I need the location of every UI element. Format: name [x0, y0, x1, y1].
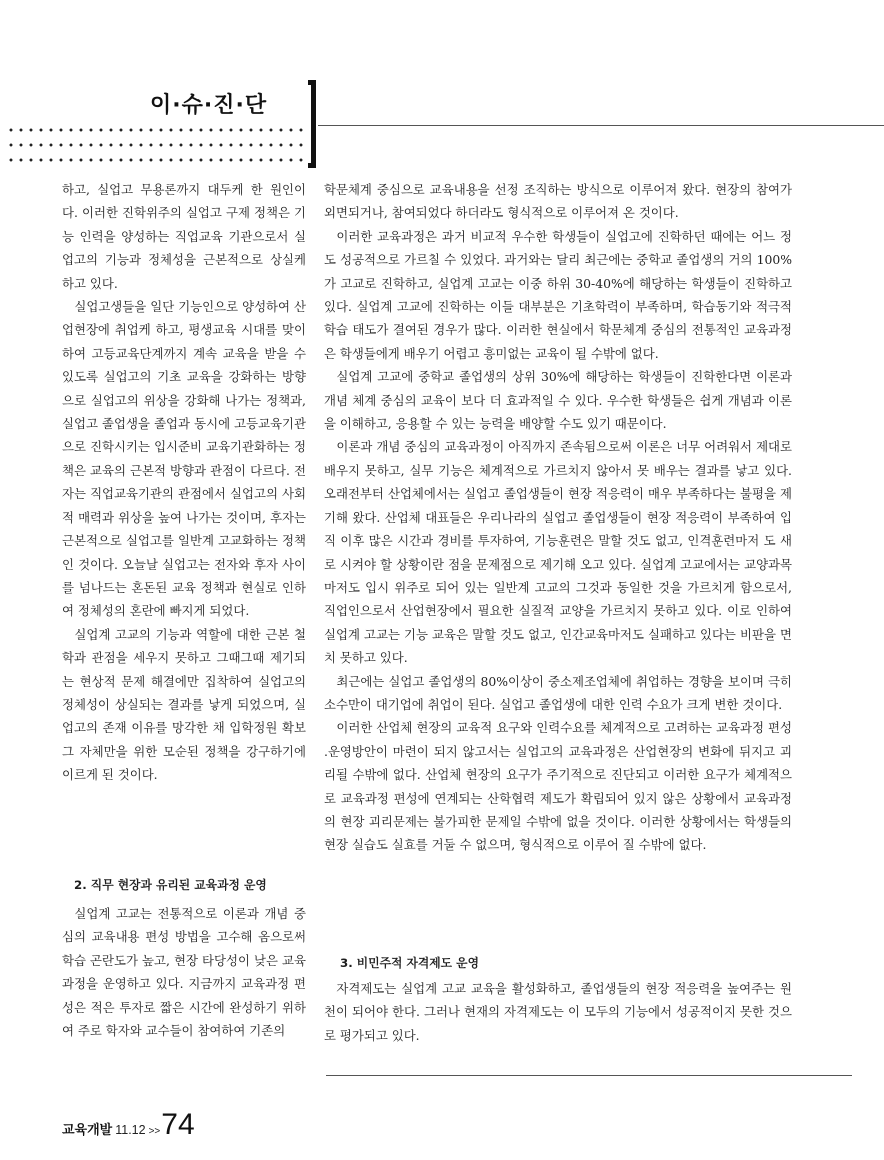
- bottom-rule: [326, 1075, 852, 1076]
- paragraph: 실업고생들을 일단 기능인으로 양성하여 산업현장에 취업케 하고, 평생교육 시대를 맞이하여 고등교육단계까지 계속 교육을 받을 수 있도록 실업고의 기초 교육을 강화하는 방향으로 실업고의 위상을 강화해 나가는 정책과, 실업고 졸업생을 졸업과 동시에 고등교육기관으로 진학시키는 입시준비 교육기관화하는 정책은 교육의 근본적 방향과 관점이 다르다. 전자는 직업교육기관의 관점에서 실업고의 사회적 매력과 위상을 높여 나가는 것이며, 후자는 근본적으로 실업고를 일반계 고교화하는 정책인 것이다. 오늘날 실업고는 전자와 후자 사이를 넘나드는 혼돈된 교육 정책과 현실로 인하여 정체성의 혼란에 빠지게 되었다.: [62, 299, 306, 619]
- paragraph: 하고, 실업고 무용론까지 대두케 한 원인이 다. 이러한 진학위주의 실업고 구제 정책은 기능 인력을 양성하는 직업교육 기관으로서 실업고의 기능과 정체성을 근본적으로 상실케 하고 있다.: [62, 182, 306, 291]
- section-heading: 2. 직무 현장과 유리된 교육과정 운영: [74, 878, 267, 892]
- paragraph: 실업계 고교는 전통적으로 이론과 개념 중심의 교육내용 편성 방법을 고수해 옴으로써 학습 곤란도가 높고, 현장 타당성이 낮은 교육과정을 운영하고 있다. 지금까지 교육과정 편성은 적은 투자로 짧은 시간에 완성하기 위하여 주로 학자와 교수들이 참여하여 기존의: [62, 906, 306, 1039]
- section-title: 이·슈·진·단: [150, 93, 268, 118]
- dotted-rule: [6, 158, 306, 162]
- left-column: [62, 178, 306, 787]
- page-number: 74: [161, 1108, 195, 1141]
- section-heading: 3. 비민주적 자격제도 운영: [340, 956, 479, 970]
- dotted-rule: [6, 128, 306, 132]
- paragraph: 이러한 교육과정은 과거 비교적 우수한 학생들이 실업고에 진학하던 때에는 어느 정도 성공적으로 가르칠 수 있었다. 과거와는 달리 최근에는 중학교 졸업생의 거의 100%가 고교로 진학하고, 실업계 고교는 이중 하위 30-40%에 해당하는 학생들이 진학하고 있다. 실업계 고교에 진학하는 이들 대부분은 기초학력이 부족하며, 학습동기와 적극적 학습 태도가 결여된 경우가 많다. 이러한 현실에서 학문체계 중심의 전통적인 교육과정은 학생들에게 배우기 어렵고 흥미없는 교육이 될 수밖에 없다.: [324, 228, 792, 361]
- left-column-continued: [62, 902, 306, 1042]
- page-footer: [62, 1108, 195, 1148]
- paragraph: 자격제도는 실업계 고교 교육을 활성화하고, 졸업생들의 현장 적응력을 높여주는 원천이 되어야 한다. 그러나 현재의 자격제도는 이 모두의 기능에서 성공적이지 못한 것으로 평가되고 있다.: [324, 981, 792, 1043]
- paragraph: 이러한 산업체 현장의 교육적 요구와 인력수요를 체계적으로 고려하는 교육과정 편성 .운영방안이 마련이 되지 않고서는 실업고의 교육과정은 산업현장의 변화에 뒤지고 괴리될 수밖에 없다. 산업체 현장의 요구가 주기적으로 진단되고 이러한 요구가 체계적으로 교육과정 편성에 연계되는 산학협력 제도가 확립되어 있지 않은 상황에서 교육과정의 현장 괴리문제는 불가피한 문제일 수밖에 없을 것이다. 이러한 상황에서는 학생들의 현장 실습도 실효를 거둘 수 없으며, 형식적으로 이루어 질 수밖에 없다.: [324, 720, 792, 853]
- paragraph: 학문체계 중심으로 교육내용을 선정 조직하는 방식으로 이루어져 왔다. 현장의 참여가 외면되거나, 참여되었다 하더라도 형식적으로 이루어져 온 것이다.: [324, 182, 792, 221]
- bracket-decoration: [308, 80, 316, 168]
- right-column: [324, 178, 792, 857]
- paragraph: 최근에는 실업고 졸업생의 80%이상이 중소제조업체에 취업하는 경향을 보이며 극히 소수만이 대기업에 취업이 된다. 실업고 졸업생에 대한 인력 수요가 크게 변한 것이다.: [324, 673, 792, 712]
- header-rule: [318, 125, 884, 126]
- dotted-rule: [6, 143, 306, 147]
- paragraph: 실업계 고교에 중학교 졸업생의 상위 30%에 해당하는 학생들이 진학한다면 이론과 개념 체계 중심의 교육이 보다 더 효과적일 수 있다. 우수한 학생들은 쉽게 개념과 이론을 이해하고, 응용할 수 있는 능력을 배양할 수도 있기 때문이다.: [324, 369, 792, 432]
- paragraph: 이론과 개념 중심의 교육과정이 아직까지 존속됨으로써 이론은 너무 어려워서 제대로 배우지 못하고, 실무 기능은 체계적으로 가르치지 않아서 못 배우는 결과를 낳고 있다. 오래전부터 산업체에서는 실업고 졸업생들이 현장 적응력이 매우 부족하다는 불평을 제기해 왔다. 산업체 대표들은 우리나라의 실업고 졸업생들이 현장 적응력이 부족하여 입직 이후 많은 시간과 경비를 투자하여, 기능훈련은 말할 것도 없고, 인격훈련마저 도 새로 시켜야 할 상황이란 점을 문제점으로 제기해 오고 있다. 실업계 고교에서는 교양과목마저도 입시 위주로 되어 있는 일반계 고교의 그것과 동일한 것을 가르치게 함으로서, 직업인으로서 산업현장에서 필요한 실질적 교양을 가르치지 못하고 있다. 이로 인하여 실업계 고교는 기능 교육은 말할 것도 없고, 인간교육마저도 실패하고 있다는 비판을 면치 못하고 있다.: [324, 439, 792, 666]
- paragraph: 실업계 고교의 기능과 역할에 대한 근본 철학과 관점을 세우지 못하고 그때그때 제기되는 현상적 문제 해결에만 집착하여 실업고의 정체성이 상실되는 결과를 낳게 되었으며, 실업고의 존재 이유를 망각한 채 입학정원 확보 그 자체만을 위한 모순된 정책을 강구하기에 이르게 된 것이다.: [62, 626, 306, 783]
- right-column-continued: [324, 977, 792, 1047]
- magazine-name: 교육개발: [62, 1123, 113, 1138]
- issue-number: 11.12: [115, 1123, 146, 1137]
- arrow-icon: >>: [148, 1126, 161, 1137]
